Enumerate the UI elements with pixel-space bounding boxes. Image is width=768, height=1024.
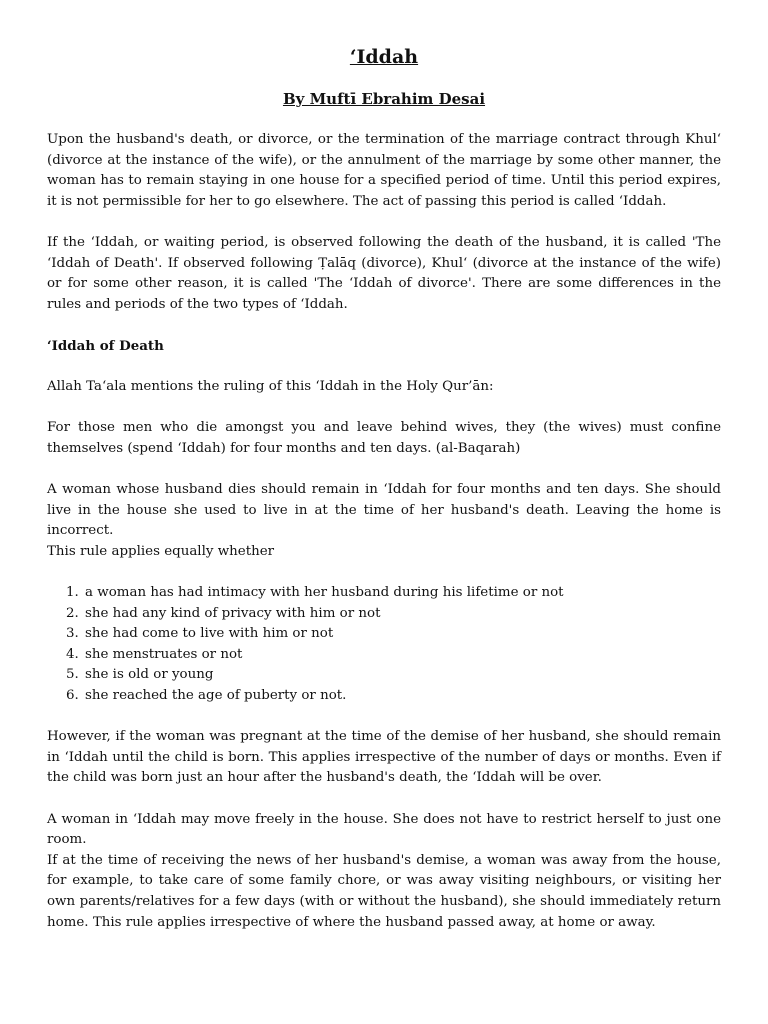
document-title: ‘Iddah: [349, 46, 419, 68]
intro-paragraph-2: If the ‘Iddah, or waiting period, is observed following the death of the husband, it is called 'The ‘Iddah of Death'. If observed following Ṭalāq (divorce), Khul‘ (divorce at the instance of the wife) or for some other reason, it is called 'The ‘Iddah of divorce'. There are some differences in the rules and periods of the two types of ‘Iddah.: [47, 234, 721, 312]
section-heading: ‘Iddah of Death: [47, 337, 164, 354]
away-paragraph: If at the time of receiving the news of her husband's demise, a woman was away from the house, for example, to take care of some family chore, or was away visiting neighbours, or visiting her own parents/relatives for a few days (with or without the husband), she should immediately return home. This rule applies irrespective of where the husband passed away, at home or away.: [47, 852, 721, 930]
list-item: 2. she had any kind of privacy with him or not: [83, 604, 721, 625]
list-item: 5. she is old or young: [83, 665, 721, 686]
rule-paragraph: A woman whose husband dies should remain in ‘Iddah for four months and ten days. She should live in the house she used to live in at the time of her husband's death. Leaving the home is incorrect.: [47, 482, 721, 539]
document-author: By Muftī Ebrahim Desai: [282, 90, 486, 108]
pregnant-paragraph: However, if the woman was pregnant at the time of the demise of her husband, she should remain in ‘Iddah until the child is born. This applies irrespective of the number of days or months. Even if the child was born just an hour after the husband's death, the ‘Iddah will be over.: [47, 729, 721, 786]
intro-paragraph-1: Upon the husband's death, or divorce, or the termination of the marriage contract through Khul‘ (divorce at the instance of the wife), or the annulment of the marriage by some other manner, the woman has to remain staying in one house for a specified period of time. Until this period expires, it is not permissible for her to go elsewhere. The act of passing this period is called ‘Iddah.: [47, 132, 721, 209]
list-item: 1. a woman has had intimacy with her husband during his lifetime or not: [83, 583, 721, 604]
list-item: 3. she had come to live with him or not: [83, 624, 721, 645]
list-item: 6. she reached the age of puberty or not.: [83, 686, 721, 707]
rule-applies-line: This rule applies equally whether: [47, 543, 275, 559]
conditions-list: [47, 583, 721, 707]
quran-verse: For those men who die amongst you and leave behind wives, they (the wives) must confine themselves (spend ‘Iddah) for four months and ten days. (al-Baqarah): [47, 420, 721, 456]
list-item: 4. she menstruates or not: [83, 645, 721, 666]
move-paragraph: A woman in ‘Iddah may move freely in the house. She does not have to restrict herself to just one room.: [47, 811, 721, 848]
quran-intro: Allah Ta‘ala mentions the ruling of this ‘Iddah in the Holy Qur’ān:: [47, 379, 494, 395]
